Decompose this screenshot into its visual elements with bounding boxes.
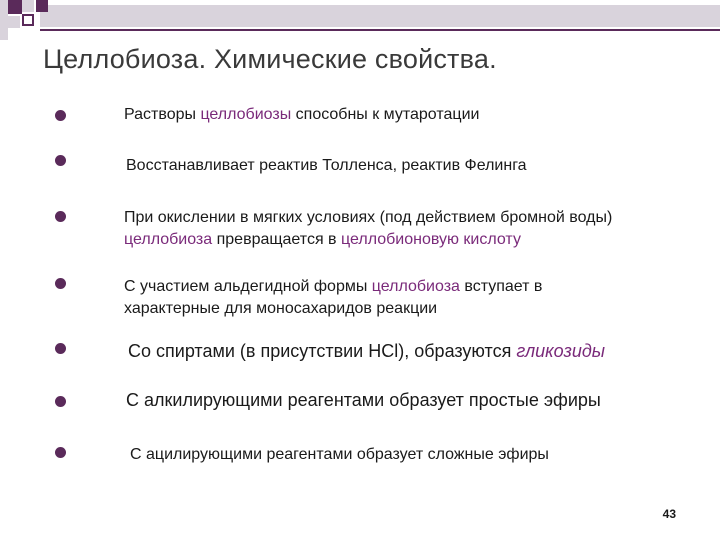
item-text: [126, 389, 686, 411]
left-decor-bar: [0, 0, 8, 40]
text-run: Растворы: [124, 106, 201, 123]
item-text: [130, 444, 690, 466]
top-decor-bar: [40, 5, 720, 27]
decor-square-4: [22, 0, 34, 12]
bullet-icon: [55, 447, 66, 458]
highlighted-term: целлобиоза: [124, 231, 213, 248]
page-title: Целлобиоза. Химические свойства.: [43, 44, 497, 74]
highlighted-term: гликозиды: [516, 341, 606, 361]
item-text: [124, 104, 684, 126]
text-run: Восстанавливает реактив Толленса, реактив Фелинга: [126, 157, 527, 174]
decor-square-2: [22, 14, 34, 26]
highlighted-term: целлобиозы: [200, 106, 292, 123]
bullet-icon: [55, 110, 66, 121]
decor-square-5: [36, 0, 48, 12]
highlighted-term: целлобионовую кислоту: [341, 231, 521, 248]
text-run: вступает в характерные для моносахаридов реакции: [124, 278, 543, 317]
text-run: С ацилирующими реагентами образует сложные эфиры: [130, 446, 549, 463]
text-run: способны к мутаротации: [291, 106, 480, 123]
page-number: 43: [662, 507, 676, 521]
bullet-icon: [55, 343, 66, 354]
bullet-icon: [55, 396, 66, 407]
decor-square-3: [8, 16, 20, 28]
text-run: Со спиртами (в присутствии HCl), образуются: [128, 341, 517, 361]
text-run: С алкилирующими реагентами образует простые эфиры: [126, 390, 601, 410]
item-text: [124, 276, 614, 320]
bullet-icon: [55, 155, 66, 166]
bullet-icon: [55, 211, 66, 222]
bullet-icon: [55, 278, 66, 289]
text-run: превращается в: [212, 231, 341, 248]
top-decor-line: [40, 29, 720, 31]
item-text: [124, 207, 634, 251]
highlighted-term: целлобиоза: [371, 278, 460, 295]
decor-square-1: [8, 0, 22, 14]
text-run: С участием альдегидной формы: [124, 278, 372, 295]
item-text: [128, 340, 688, 362]
text-run: При окислении в мягких условиях (под действием бромной воды): [124, 209, 613, 226]
item-text: [126, 155, 686, 177]
